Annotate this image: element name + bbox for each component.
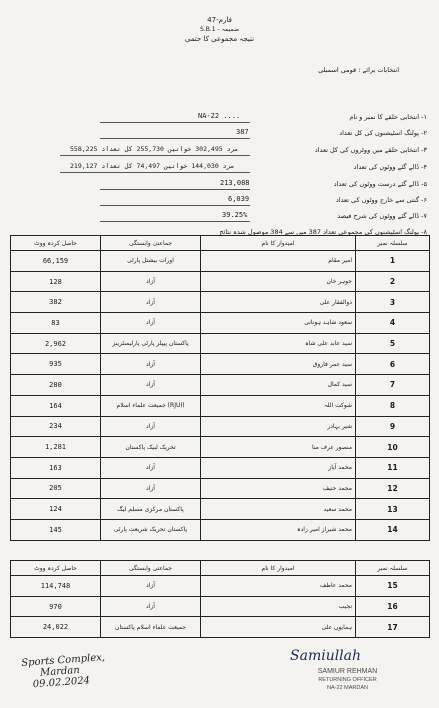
summary-value-polling-stations: 387: [236, 128, 249, 136]
election-type-line: انتخابات برائے : قومی اسمبلی: [318, 66, 399, 74]
table-row: 280 آزاد سید کمال 7: [11, 375, 430, 396]
table-row: 145 پاکستان تحریک شریعت پارٹی محمد شیراز امیر زادہ 14: [11, 519, 430, 540]
table-row: 970 آزاد نجیب 16: [11, 596, 430, 617]
table-row: 66,159 اورات بیشتل پارٹی امیر مقام 1: [11, 251, 430, 272]
summary-label-6: ۶- گنتی سے خارج ووٹوں کی تعداد: [335, 196, 427, 204]
table-header-row: [11, 236, 430, 251]
header-party: جماعتی وابستگی: [101, 236, 201, 251]
header-votes: حاصل کردہ ووٹ: [11, 236, 101, 251]
returning-officer-stamp: SAMIUR REHMAN RETURNING OFFICER NA-22 MARDAN: [317, 668, 378, 691]
table-header-row: [11, 561, 430, 576]
summary-label-5: ۵- ڈالے گئے درست ووٹوں کی تعداد: [333, 180, 427, 188]
summary-value-rejected-votes: 6,039: [228, 195, 250, 203]
table-row: 205 آزاد محمد حنیف 12: [11, 478, 430, 499]
table-row: 935 آزاد سید عمر فاروق 6: [11, 354, 430, 375]
table-row: 234 آزاد شیر بہادر 9: [11, 416, 430, 437]
summary-value-registered-voters: مرد 302,495 خواتین 255,730 کل تعداد 558,225: [70, 145, 239, 153]
table-row: 83 آزاد سعود شاہد ہونانی 4: [11, 313, 430, 334]
table-row: 114,748 آزاد محمد عاطف 15: [11, 576, 430, 597]
summary-value-turnout: 39.25%: [222, 211, 248, 219]
table-row: 1,281 تحریک لبیک پاکستان منصور عرف منا 10: [11, 437, 430, 458]
form-number: 47-فارم: [207, 16, 232, 24]
header-votes: حاصل کردہ ووٹ: [11, 561, 101, 576]
summary-label-4: ۴- ڈالے گئے ووٹوں کی تعداد: [353, 163, 427, 171]
summary-label-3: ۳- انتخابی حلقے میں ووٹروں کی کل تعداد: [314, 146, 427, 154]
summary-value-valid-votes: 213,088: [220, 179, 250, 187]
table-row: 164 (RJUI) جمیعت علماء اسلام شوکت اللہ 8: [11, 395, 430, 416]
header-party: جماعتی وابستگی: [101, 561, 201, 576]
header-name: امیدوار کا نام: [201, 236, 356, 251]
results-table: [10, 235, 430, 541]
summary-label-8: ۸- پولنگ اسٹیشنوں کی مجموعی تعداد 387 میں سے 384 موصول شدہ نتائج: [219, 228, 427, 236]
table-row: 163 آزاد محمد آیاز 11: [11, 457, 430, 478]
table-row: 124 پاکستان مرکزی مسلم لیگ محمد سعید 13: [11, 499, 430, 520]
header-serial: سلسلہ نمبر: [356, 561, 430, 576]
header-serial: سلسلہ نمبر: [356, 236, 430, 251]
table-row: 2,962 پاکستان پیپلز پارٹی پارلیمنٹرینز سید عابد علی شاہ 5: [11, 333, 430, 354]
summary-label-7: ۷- ڈالے گئے ووٹوں کی شرح فیصد: [337, 212, 427, 220]
form-subtitle: S.B.1 - ضمیمہ: [200, 26, 239, 33]
form-title: نتیجہ مجموعی کا حتمی: [184, 35, 255, 43]
table-row: 128 آزاد جوہر خان 2: [11, 271, 430, 292]
table-row: 24,022 جمیعت علماء اسلام پاکستان ہمایوں علی 17: [11, 617, 430, 638]
officer-signature: Samiullah: [290, 648, 362, 664]
summary-value-constituency: NA-22 ....: [198, 112, 241, 120]
header-name: امیدوار کا نام: [201, 561, 356, 576]
table-row: 382 آزاد ذوالفقار علی 3: [11, 292, 430, 313]
summary-label-2: ۲- پولنگ اسٹیشنوں کی کل تعداد: [339, 129, 427, 137]
summary-label-1: ۱- انتخابی حلقے کا نمبر و نام: [349, 113, 427, 121]
results-table-continued: [10, 560, 430, 638]
handwritten-location: Sports Complex, Mardan 09.02.2024: [20, 652, 106, 691]
summary-value-votes-cast: مرد 144,030 خواتین 74,497 کل تعداد 219,127: [70, 162, 235, 170]
